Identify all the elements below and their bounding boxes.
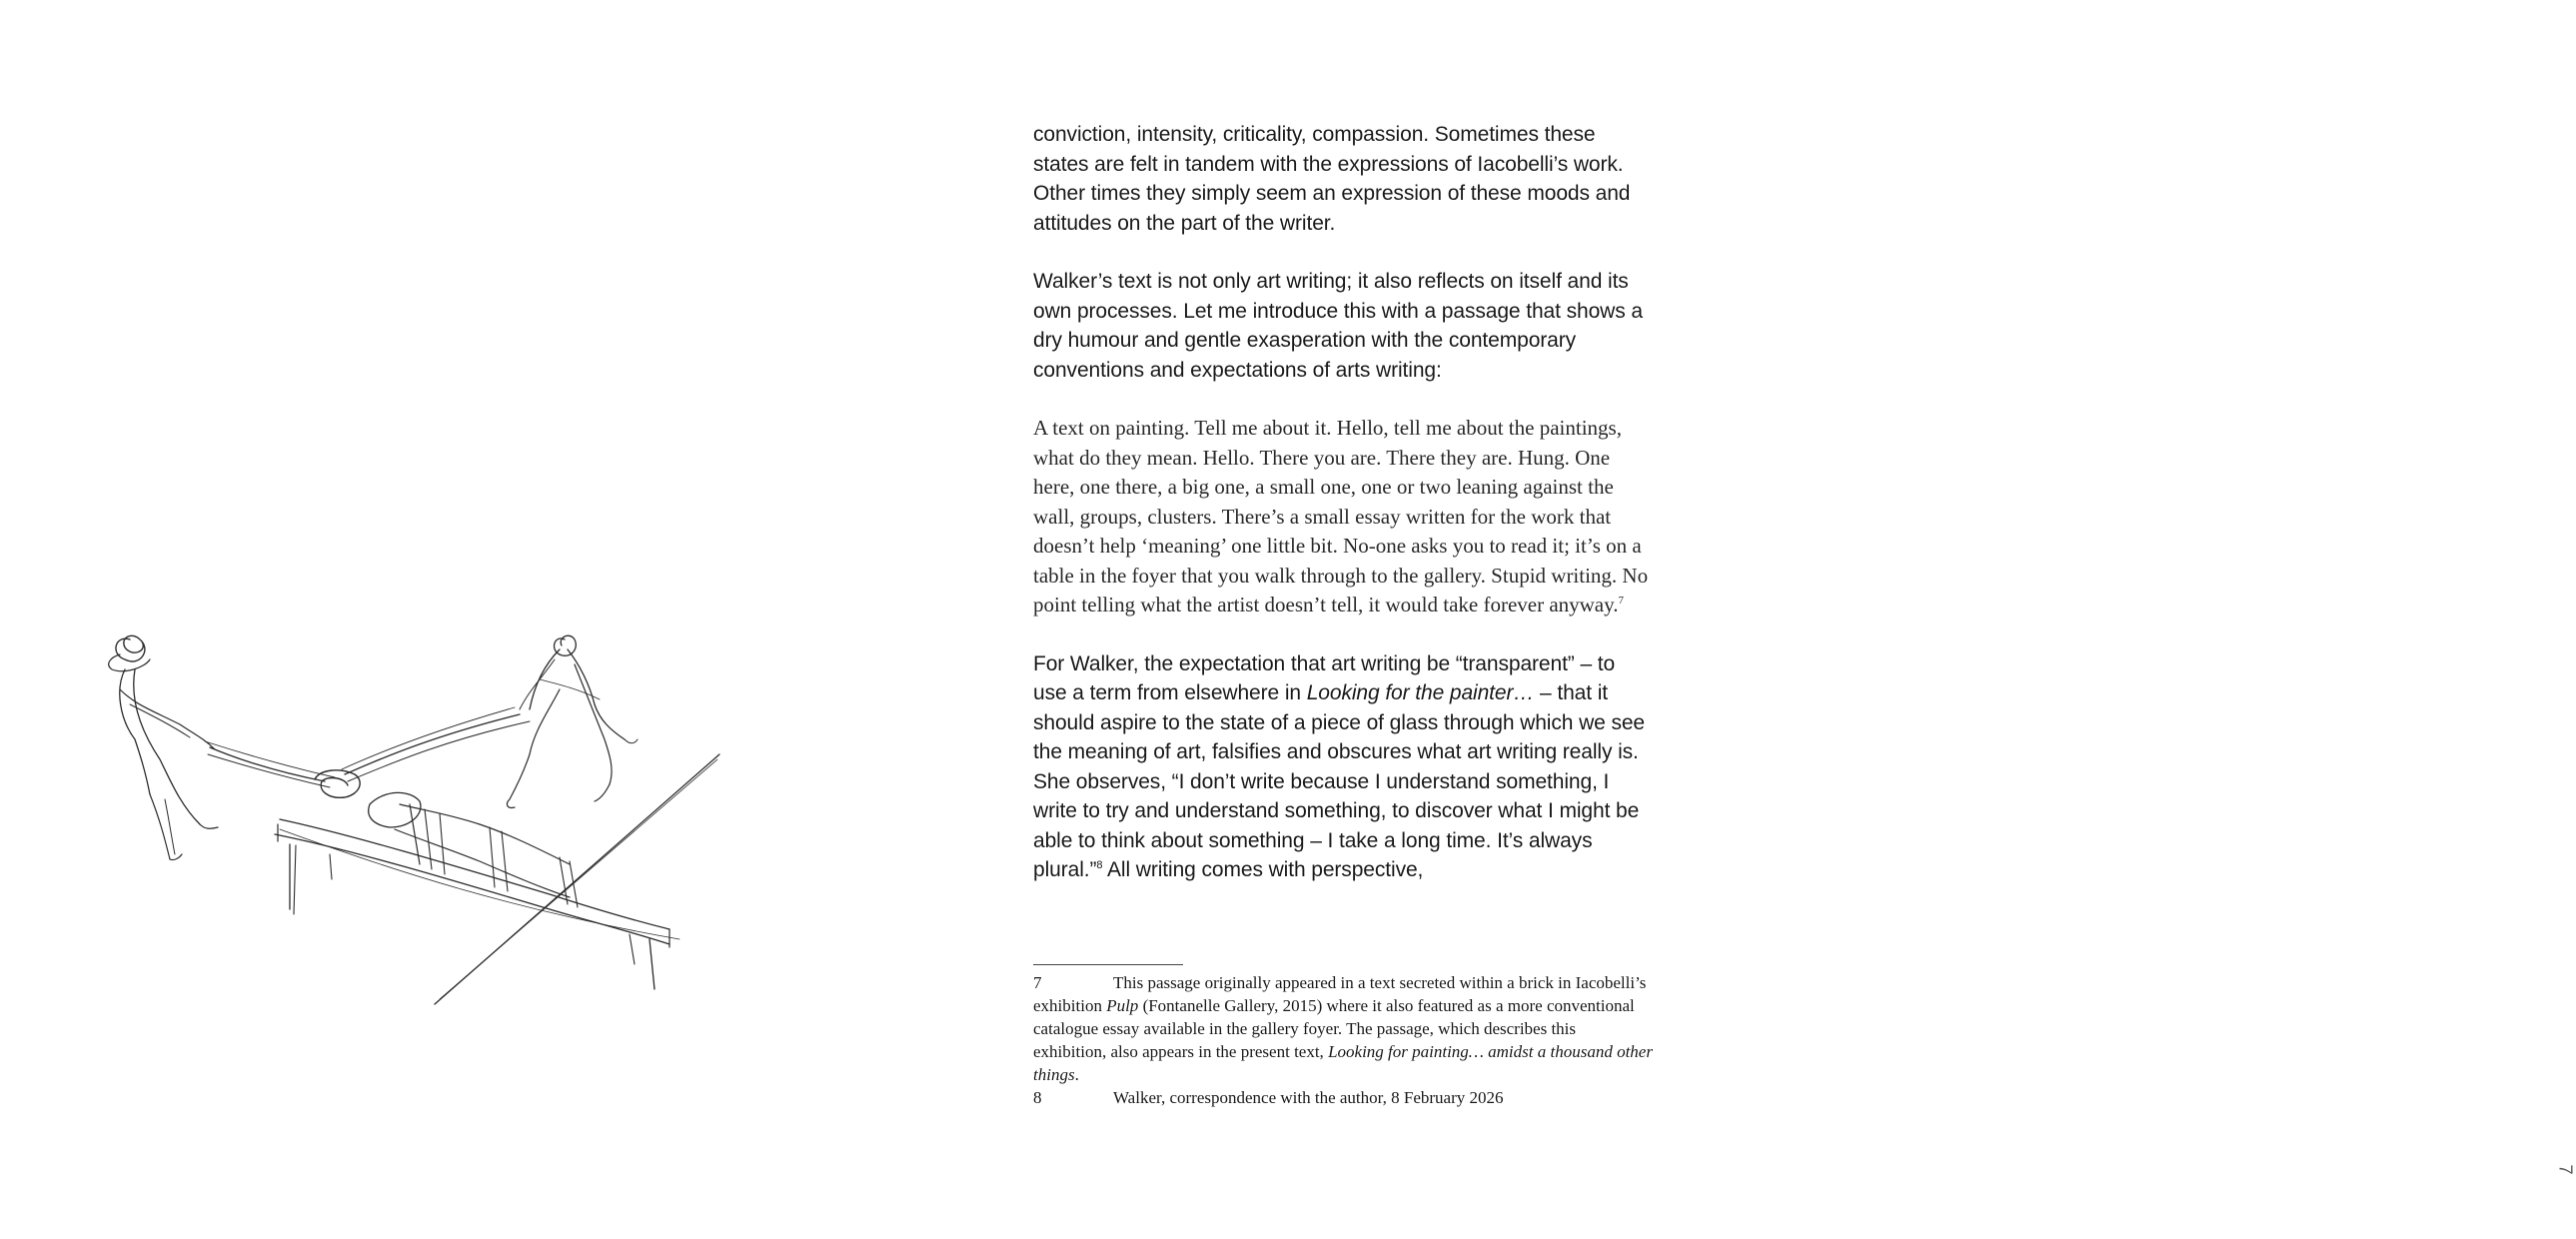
book-title: Looking for the painter… xyxy=(1306,681,1535,704)
body-paragraph: conviction, intensity, criticality, compassion. Sometimes these states are felt in tandem with the expressions of Iacobelli’s work. Other times they simply seem an expression of these moods and attitudes on the part of the writer. xyxy=(1033,123,1631,235)
book-title: Looking for painting… amidst a thousand other things xyxy=(1033,1042,1653,1084)
footnote-text: . xyxy=(1074,1065,1079,1084)
right-page xyxy=(873,0,2576,1239)
footnote-number: 7 xyxy=(1033,973,1042,992)
exhibition-title: Pulp xyxy=(1106,996,1139,1015)
footnote-divider xyxy=(1033,964,1183,965)
body-paragraph: Walker’s text is not only art writing; it also reflects on itself and its own processes. Let me introduce this with a passage that shows a dry humour and gentle exasperation with the contemporary conventions and expectations of arts writing: xyxy=(1033,270,1643,382)
footnote xyxy=(1033,971,1653,1086)
body-paragraph xyxy=(1033,649,1653,885)
footnote-ref: 8 xyxy=(1096,859,1103,871)
footnote-number: 8 xyxy=(1033,1088,1042,1107)
pencil-sketch-icon xyxy=(90,629,829,1149)
paragraph-text: – that it should aspire to the state of a piece of glass through which we see the meaning of art, falsifies and obscures what art writing really is. She observes, “I don’t write because I understand something, I write to try and understand something, to discover what I might be able to think about something – I take a long time. It’s always plural.” xyxy=(1033,681,1646,881)
footnote-text: This passage originally appeared in a text secreted within a brick in Iacobelli’s exhibition xyxy=(1033,973,1647,1015)
quote-text: A text on painting. Tell me about it. Hello, tell me about the paintings, what do they mean. Hello. There you are. There they are. Hung. One here, one there, a big one, a small one, one or two leaning against the wall, groups, clusters. There’s a small essay written for the work that doesn’t help ‘meaning’ one little bit. No-one asks you to read it; it’s on a table in the foyer that you walk through to the gallery. Stupid writing. No point telling what the artist doesn’t tell, it would take forever anyway. xyxy=(1033,416,1649,617)
paragraph-text: All writing comes with perspective, xyxy=(1102,858,1424,881)
left-page xyxy=(0,0,873,1239)
footnotes xyxy=(1033,971,1653,1109)
footnote xyxy=(1033,1086,1653,1109)
main-text-column xyxy=(1033,120,1653,914)
footnote-text: Walker, correspondence with the author, 8 February 2026 xyxy=(1113,1088,1504,1107)
footnote-text: (Fontanelle Gallery, 2015) where it also featured as a more conventional catalogue essay available in the gallery foyer. The passage, which describes this exhibition, also appears in the present text, xyxy=(1033,996,1635,1061)
block-quote xyxy=(1033,414,1653,620)
paragraph-text: For Walker, the expectation that art writing be “transparent” – to use a term from elsewhere in xyxy=(1033,651,1616,704)
page-number: 7 xyxy=(2555,1164,2576,1175)
footnote-ref: 7 xyxy=(1618,595,1625,607)
